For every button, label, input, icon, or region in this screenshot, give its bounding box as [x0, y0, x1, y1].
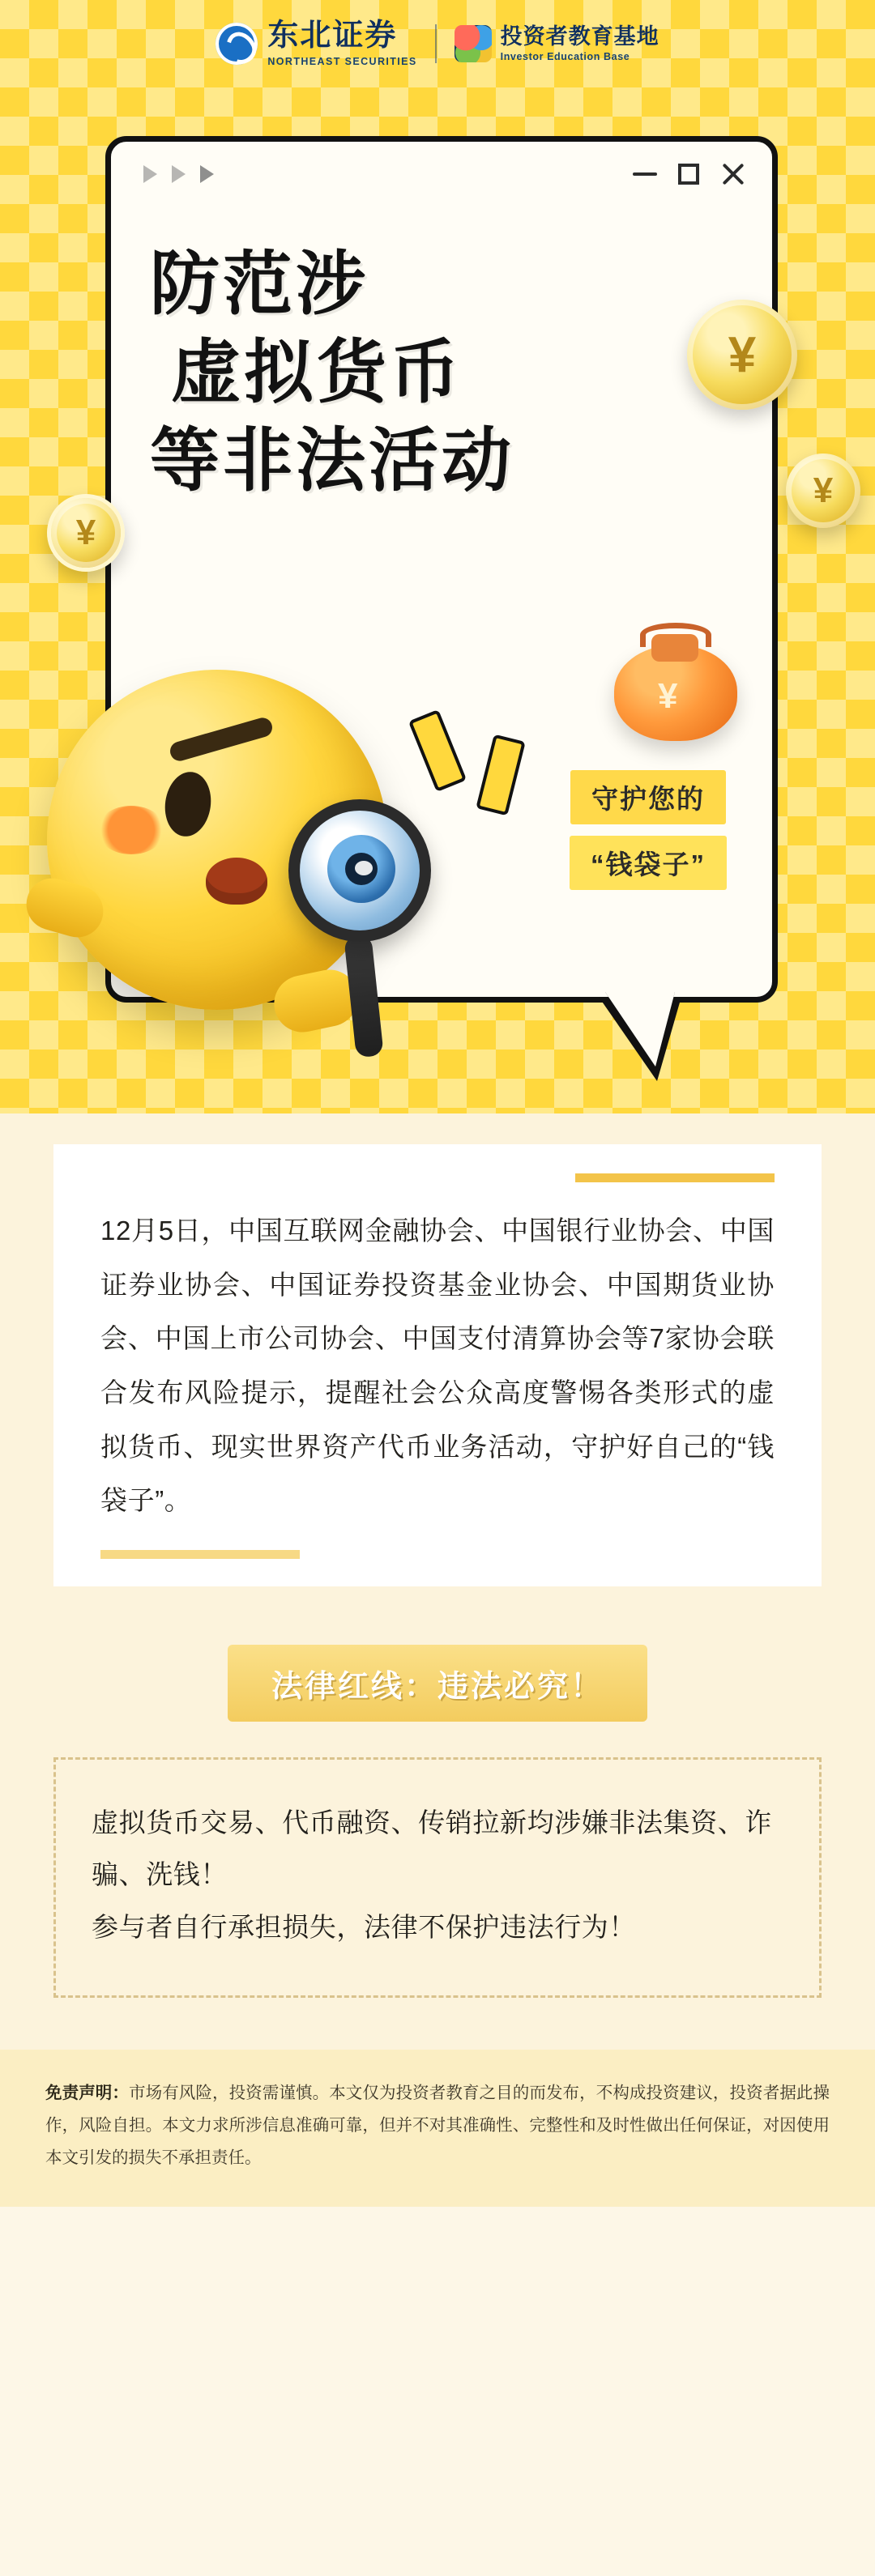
close-icon[interactable]: [720, 162, 745, 186]
brand-name-cn: 东北证券: [267, 19, 398, 53]
emoji-blush: [97, 806, 165, 854]
magnifier-iris: [327, 835, 395, 903]
play-arrow-icon-1: [143, 165, 157, 183]
hero-headline: [150, 241, 717, 506]
redline-banner-wrap: [0, 1645, 875, 1722]
northeast-securities-logo-icon: [216, 23, 258, 65]
education-base-name-en: Investor Education Base: [500, 50, 630, 62]
decor-rule-bottom: [100, 1550, 300, 1559]
redline-item-1: 虚拟货币交易、代币融资、传销拉新均涉嫌非法集资、诈骗、洗钱！: [92, 1807, 772, 1890]
article-body: 12月5日，中国互联网金融协会、中国银行业协会、中国证券业协会、中国证券投资基金业协会、中国期货业协会、中国上市公司协会、中国支付清算协会等7家协会联合发布风险提示，提醒社会公众高度警惕各类形式的虚拟货币、现实世界资产代币业务活动，守护好自己的“钱袋子”。: [100, 1216, 775, 1516]
decor-rule-top: [575, 1173, 775, 1182]
magnifier-icon: [288, 799, 431, 942]
magnifier-lens: [288, 799, 431, 942]
disclaimer-label: 免责声明：: [45, 2083, 129, 2102]
window-titlebar: [111, 142, 772, 207]
speech-tail-outline: [599, 997, 681, 1081]
magnifier-glint: [355, 861, 373, 875]
emoji-arm: [20, 872, 109, 943]
disclaimer-text: 市场有风险，投资需谨慎。本文仅为投资者教育之目的而发布，不构成投资建议，投资者据此操作，风险自担。本文力求所涉信息准确可靠，但并不对其准确性、完整性和及时性做出任何保证，对因使用本文引发的损失不承担责任。: [45, 2083, 830, 2167]
redline-item-2: 参与者自行承担损失，法律不保护违法行为！: [92, 1911, 636, 1942]
money-bag-icon: [608, 620, 745, 741]
coin-large-symbol: ¥: [728, 326, 757, 383]
headline-line-2: 虚拟货币: [171, 334, 463, 412]
headline-line-3: 等非法活动: [150, 422, 514, 500]
article-card: [53, 1144, 822, 1586]
redline-banner: 法律红线：违法必究！: [228, 1645, 647, 1722]
hero-tag-line-2: “钱袋子”: [570, 836, 727, 890]
redline-box: [53, 1757, 822, 1998]
play-arrow-icon-3: [200, 165, 214, 183]
money-bag-tie: [640, 623, 711, 647]
coin-small-icon: [47, 494, 125, 572]
play-arrow-icon-2: [172, 165, 186, 183]
brand-name-en: NORTHEAST SECURITIES: [267, 56, 417, 67]
emoji-mouth: [206, 858, 267, 905]
brand-logo: [216, 20, 416, 67]
magnifier-pupil: [345, 853, 378, 885]
education-base-name-cn: 投资者教育基地: [500, 24, 659, 49]
hero-tag-line-1: 守护您的: [570, 770, 726, 824]
coin-medium-symbol: ¥: [813, 470, 834, 510]
headline-line-1: 防范涉: [150, 245, 369, 323]
hero-section: [0, 0, 875, 1113]
disclaimer-section: [0, 2050, 875, 2207]
investor-education-base: [455, 25, 659, 62]
emoji-eye: [161, 769, 216, 839]
coin-small-symbol: ¥: [75, 513, 96, 552]
coin-large-icon: [687, 300, 797, 410]
disclaimer-paragraph: [45, 2077, 830, 2174]
content-section: [0, 1113, 875, 2207]
coin-medium-icon: [786, 453, 860, 528]
window-controls[interactable]: [633, 162, 745, 186]
maximize-icon[interactable]: [678, 164, 699, 185]
hero-tags: [570, 770, 727, 901]
money-bag-symbol: ¥: [658, 676, 678, 716]
brand-header: [0, 0, 875, 87]
brand-divider: [435, 24, 437, 63]
education-base-badge-icon: [455, 25, 492, 62]
minimize-icon[interactable]: [633, 172, 657, 176]
emoji-eyebrow: [168, 716, 275, 764]
window-arrows: [143, 165, 214, 183]
